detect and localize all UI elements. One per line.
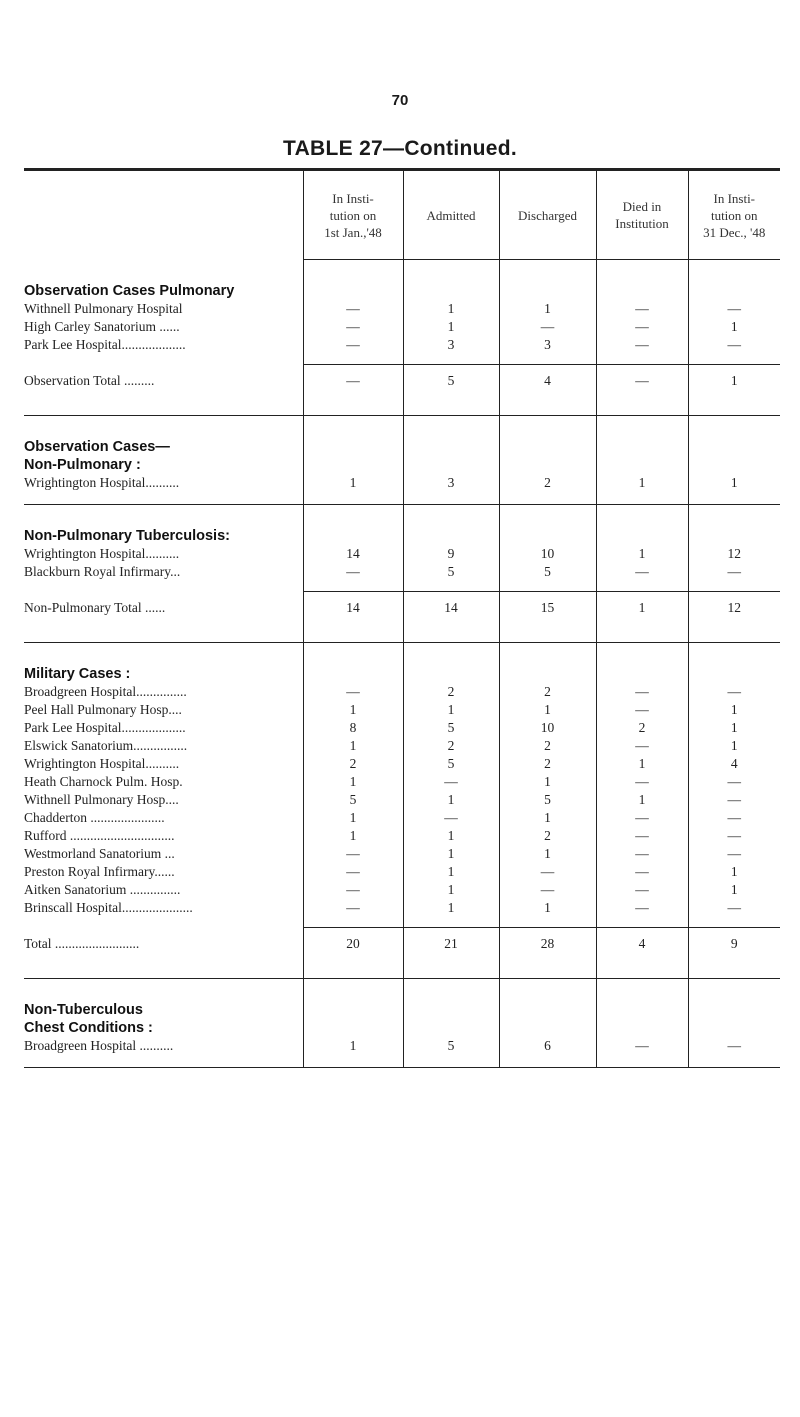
cell-value: — <box>596 318 688 336</box>
page-number: 70 <box>391 92 409 109</box>
row-label: Preston Royal Infirmary...... <box>24 864 175 879</box>
table-row <box>24 1037 780 1055</box>
cell-value: 2 <box>403 683 499 701</box>
cell-value: — <box>596 773 688 791</box>
table-row <box>24 474 780 492</box>
cell-value: 1 <box>403 318 499 336</box>
cell-value: 2 <box>499 737 596 755</box>
section-bottom-rule <box>24 960 780 979</box>
cell-value: 1 <box>688 318 780 336</box>
cell-value: 1 <box>688 701 780 719</box>
row-label: High Carley Sanatorium ...... <box>24 319 180 334</box>
cell-value: — <box>596 701 688 719</box>
cell-value: 1 <box>499 701 596 719</box>
cell-value: — <box>596 845 688 863</box>
cell-value: — <box>596 336 688 354</box>
total-value: 12 <box>688 592 780 625</box>
total-row <box>24 592 780 625</box>
section-bottom-rule <box>24 1055 780 1068</box>
section-title: Observation Cases Pulmonary <box>24 282 235 299</box>
cell-value: 1 <box>303 773 403 791</box>
cell-value: 6 <box>499 1037 596 1055</box>
cell-value: 3 <box>403 336 499 354</box>
cell-value: 2 <box>499 683 596 701</box>
cell-value: — <box>596 899 688 917</box>
column-header-row <box>24 170 780 260</box>
cell-value: 2 <box>499 755 596 773</box>
total-value: 28 <box>499 928 596 961</box>
table-row <box>24 318 780 336</box>
cell-value: 1 <box>688 863 780 881</box>
cell-value: 3 <box>403 474 499 492</box>
cell-value: 1 <box>403 701 499 719</box>
table-row <box>24 773 780 791</box>
row-label: Broadgreen Hospital .......... <box>24 1038 174 1053</box>
cell-value: 1 <box>499 300 596 318</box>
cell-value: 1 <box>303 1037 403 1055</box>
cell-value: 5 <box>403 755 499 773</box>
page-title: TABLE 27—Continued. <box>283 137 517 160</box>
row-label: Wrightington Hospital.......... <box>24 546 180 561</box>
column-header-line: tution on <box>329 207 377 223</box>
column-header-line: In Insti- <box>713 190 756 206</box>
total-value: — <box>596 365 688 398</box>
table-row <box>24 719 780 737</box>
section-bottom-rule <box>24 397 780 416</box>
table-row <box>24 881 780 899</box>
section-title-row <box>24 979 780 1020</box>
cell-value: — <box>303 300 403 318</box>
cell-value: — <box>688 899 780 917</box>
cell-value: 1 <box>403 863 499 881</box>
total-row <box>24 365 780 398</box>
cell-value: — <box>596 881 688 899</box>
cell-value: 1 <box>688 474 780 492</box>
total-label: Total ......................... <box>24 935 140 951</box>
cell-value: — <box>688 791 780 809</box>
row-label: Withnell Pulmonary Hosp.... <box>24 792 179 807</box>
table-row <box>24 791 780 809</box>
column-header-line: 31 Dec., '48 <box>703 224 766 240</box>
total-value: 1 <box>596 592 688 625</box>
row-label: Heath Charnock Pulm. Hosp. <box>24 774 183 789</box>
cell-value: 1 <box>303 701 403 719</box>
cell-value: 8 <box>303 719 403 737</box>
row-label: Broadgreen Hospital............... <box>24 684 187 699</box>
cell-value: 1 <box>596 474 688 492</box>
total-value: 5 <box>403 365 499 398</box>
column-header <box>403 170 499 260</box>
section-title: Observation Cases— <box>24 439 170 455</box>
table-row <box>24 899 780 917</box>
column-header-line: Institution <box>615 216 669 231</box>
cell-value: — <box>303 881 403 899</box>
column-header-line: 1st Jan.,'48 <box>324 224 382 240</box>
cell-value: 1 <box>303 809 403 827</box>
statistics-table <box>24 168 780 1068</box>
total-value: 4 <box>596 928 688 961</box>
cell-value: 1 <box>499 899 596 917</box>
cell-value: 14 <box>303 545 403 563</box>
cell-value: 1 <box>303 474 403 492</box>
table-row <box>24 809 780 827</box>
cell-value: 2 <box>499 474 596 492</box>
table-row <box>24 863 780 881</box>
cell-value: 10 <box>499 545 596 563</box>
cell-value: 1 <box>403 845 499 863</box>
total-value: 4 <box>499 365 596 398</box>
total-value: 14 <box>403 592 499 625</box>
cell-value: — <box>596 683 688 701</box>
table-row <box>24 300 780 318</box>
cell-value: — <box>596 737 688 755</box>
section-title-row <box>24 505 780 546</box>
column-header <box>303 170 403 260</box>
total-value: 15 <box>499 592 596 625</box>
table-row <box>24 737 780 755</box>
total-label: Observation Total ......... <box>24 372 155 388</box>
cell-value: — <box>596 563 688 581</box>
cell-value: — <box>688 845 780 863</box>
total-value: — <box>303 365 403 398</box>
row-label: Withnell Pulmonary Hospital <box>24 301 183 316</box>
cell-value: — <box>596 809 688 827</box>
column-header-line: In Insti- <box>332 190 374 206</box>
cell-value: 2 <box>596 719 688 737</box>
cell-value: — <box>303 863 403 881</box>
row-label: Park Lee Hospital................... <box>24 337 186 352</box>
cell-value: — <box>499 318 596 336</box>
cell-value: 5 <box>403 1037 499 1055</box>
row-label: Peel Hall Pulmonary Hosp.... <box>24 702 182 717</box>
row-label: Wrightington Hospital.......... <box>24 475 180 490</box>
cell-value: — <box>303 899 403 917</box>
cell-value: 2 <box>403 737 499 755</box>
cell-value: 5 <box>499 563 596 581</box>
cell-value: — <box>688 1037 780 1055</box>
total-label: Non-Pulmonary Total ...... <box>24 599 166 615</box>
total-value: 1 <box>688 365 780 398</box>
table-row <box>24 563 780 581</box>
table-row <box>24 683 780 701</box>
section-title-row <box>24 456 780 474</box>
cell-value: 1 <box>499 845 596 863</box>
cell-value: 1 <box>688 737 780 755</box>
cell-value: 12 <box>688 545 780 563</box>
cell-value: — <box>688 563 780 581</box>
table-row <box>24 701 780 719</box>
column-header-line: Died in <box>622 199 662 214</box>
cell-value: 1 <box>688 881 780 899</box>
cell-value: — <box>688 809 780 827</box>
section-bottom-rule <box>24 492 780 505</box>
column-header <box>596 170 688 260</box>
total-value: 9 <box>688 928 780 961</box>
section-title-row <box>24 260 780 301</box>
section-title-row <box>24 1019 780 1037</box>
cell-value: — <box>688 827 780 845</box>
cell-value: 1 <box>499 773 596 791</box>
cell-value: 3 <box>499 336 596 354</box>
cell-value: 5 <box>499 791 596 809</box>
cell-value: — <box>303 563 403 581</box>
section-title-row <box>24 643 780 684</box>
cell-value: 1 <box>403 881 499 899</box>
cell-value: — <box>303 336 403 354</box>
cell-value: — <box>596 863 688 881</box>
section-title: Military Cases : <box>24 666 131 682</box>
table-row <box>24 336 780 354</box>
cell-value: — <box>596 1037 688 1055</box>
cell-value: 1 <box>403 827 499 845</box>
cell-value: 1 <box>403 300 499 318</box>
row-label: Rufford ............................... <box>24 828 175 843</box>
row-label: Park Lee Hospital................... <box>24 720 186 735</box>
cell-value: 1 <box>303 737 403 755</box>
cell-value: — <box>499 881 596 899</box>
cell-value: — <box>303 845 403 863</box>
cell-value: 5 <box>403 719 499 737</box>
cell-value: — <box>688 683 780 701</box>
cell-value: 2 <box>499 827 596 845</box>
row-label: Elswick Sanatorium................ <box>24 738 188 753</box>
cell-value: — <box>596 827 688 845</box>
cell-value: — <box>596 300 688 318</box>
section-title: Non-Tuberculous <box>24 1002 143 1018</box>
row-label: Westmorland Sanatorium ... <box>24 846 175 861</box>
cell-value: 4 <box>688 755 780 773</box>
section-bottom-rule <box>24 624 780 643</box>
cell-value: 1 <box>403 791 499 809</box>
cell-value: — <box>688 300 780 318</box>
cell-value: 1 <box>596 791 688 809</box>
section-title-row <box>24 416 780 457</box>
row-label: Aitken Sanatorium ............... <box>24 882 181 897</box>
header-stub <box>24 170 303 260</box>
cell-value: — <box>688 773 780 791</box>
column-header-line: Admitted <box>426 207 476 223</box>
cell-value: — <box>303 318 403 336</box>
table-row <box>24 845 780 863</box>
cell-value: 10 <box>499 719 596 737</box>
column-header <box>499 170 596 260</box>
section-title: Chest Conditions : <box>24 1020 153 1036</box>
cell-value: 5 <box>303 791 403 809</box>
cell-value: 1 <box>688 719 780 737</box>
table-row <box>24 545 780 563</box>
total-value: 14 <box>303 592 403 625</box>
cell-value: — <box>688 336 780 354</box>
section-title: Non-Pulmonary : <box>24 457 141 473</box>
row-label: Blackburn Royal Infirmary... <box>24 564 181 579</box>
cell-value: 1 <box>499 809 596 827</box>
cell-value: — <box>499 863 596 881</box>
cell-value: 5 <box>403 563 499 581</box>
total-value: 20 <box>303 928 403 961</box>
table-row <box>24 827 780 845</box>
total-row <box>24 928 780 961</box>
cell-value: — <box>303 683 403 701</box>
column-header-line: Discharged <box>518 207 577 223</box>
row-label: Wrightington Hospital.......... <box>24 756 180 771</box>
cell-value: 1 <box>403 899 499 917</box>
column-header-line: tution on <box>710 207 758 223</box>
total-value: 21 <box>403 928 499 961</box>
cell-value: 2 <box>303 755 403 773</box>
row-label: Brinscall Hospital..................... <box>24 900 193 915</box>
column-header <box>688 170 780 260</box>
cell-value: 1 <box>596 545 688 563</box>
table-row <box>24 755 780 773</box>
row-label: Chadderton ...................... <box>24 810 165 825</box>
section-title: Non-Pulmonary Tuberculosis: <box>24 528 230 544</box>
cell-value: 9 <box>403 545 499 563</box>
cell-value: — <box>403 809 499 827</box>
cell-value: — <box>403 773 499 791</box>
cell-value: 1 <box>596 755 688 773</box>
cell-value: 1 <box>303 827 403 845</box>
